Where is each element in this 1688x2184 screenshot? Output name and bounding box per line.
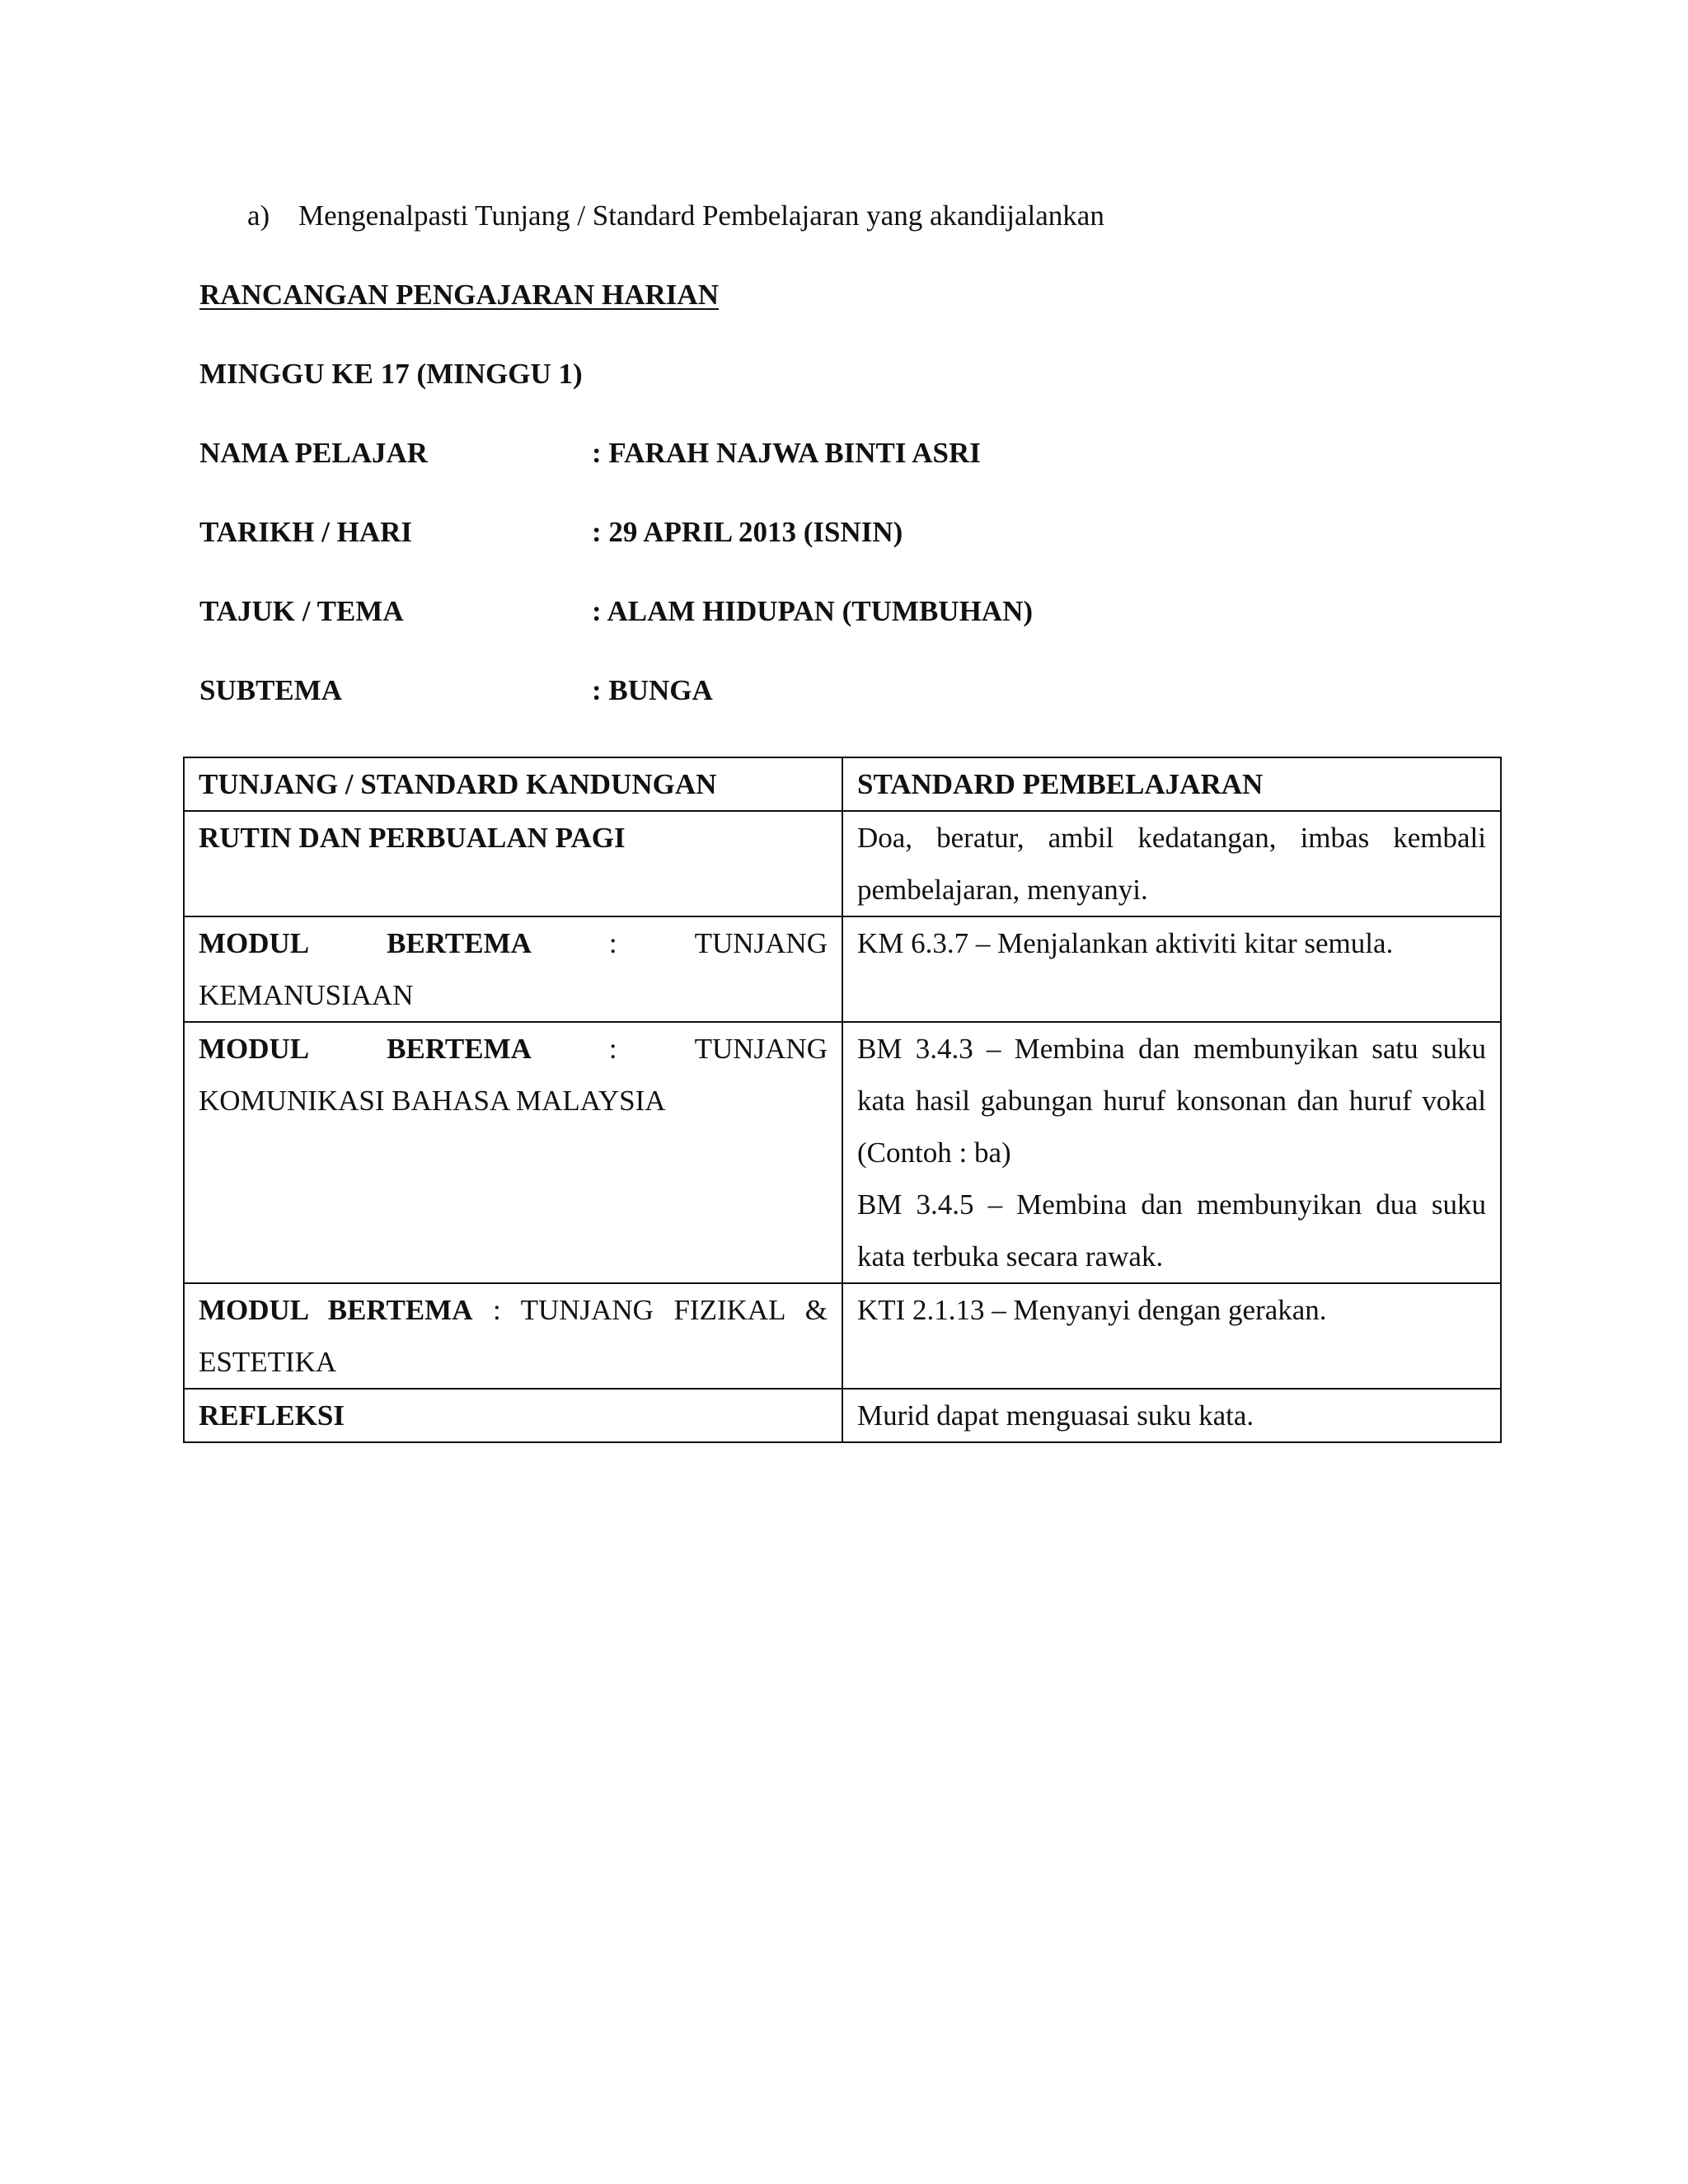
left-cell-rest: KEMANUSIAAN [199,979,414,1011]
document-title: RANCANGAN PENGAJARAN HARIAN [199,279,719,311]
right-cell-text: Doa, beratur, ambil kedatangan, imbas kembali pembelajaran, menyanyi. [857,822,1486,906]
row-right-cell [842,1389,1501,1442]
table-row [184,1389,1501,1442]
field-label: SUBTEMA [199,674,343,706]
field-label: TAJUK / TEMA [199,595,404,627]
right-cell-text: Murid dapat menguasai suku kata. [857,1399,1254,1432]
field-value: : ALAM HIDUPAN (TUMBUHAN) [592,595,1033,627]
week-heading: MINGGU KE 17 (MINGGU 1) [199,358,583,390]
row-right-cell [842,811,1501,916]
row-left-cell: REFLEKSI [184,1389,842,1442]
left-word: MODUL [199,1033,310,1065]
left-cell-rest: KOMUNIKASI BAHASA MALAYSIA [199,1085,666,1117]
left-word: TUNJANG [694,1033,828,1065]
left-word: MODUL [199,927,310,959]
left-cell-first-line [199,1023,828,1075]
row-left-cell [184,1283,842,1389]
left-word: TUNJANG [694,927,828,959]
row-right-cell [842,1022,1501,1283]
left-word: BERTEMA [387,927,532,959]
left-word: : [608,1033,617,1065]
table-row [184,1022,1501,1283]
list-marker: a) [247,199,270,232]
left-cell-first-line [199,917,828,969]
field-value: : BUNGA [592,674,713,706]
intro-line [247,198,1104,234]
row-right-cell [842,1283,1501,1389]
table-row [184,916,1501,1022]
table-row [184,811,1501,916]
left-bold-text: MODUL BERTEMA [199,1294,473,1326]
right-cell-text: KTI 2.1.13 – Menyanyi dengan gerakan. [857,1294,1327,1326]
field-value: : FARAH NAJWA BINTI ASRI [592,437,981,469]
intro-text: Mengenalpasti Tunjang / Standard Pembelajaran yang akandijalankan [298,199,1104,232]
field-label: TARIKH / HARI [199,516,412,548]
right-cell-text: BM 3.4.5 – Membina dan membunyikan dua suku kata terbuka secara rawak. [857,1188,1486,1272]
field-label: NAMA PELAJAR [199,437,429,469]
left-plain-text: : TUNJANG FIZIKAL & ESTETIKA [199,1294,828,1378]
row-left-cell: RUTIN DAN PERBUALAN PAGI [184,811,842,916]
table-row [184,1283,1501,1389]
right-cell-text: BM 3.4.3 – Membina dan membunyikan satu suku kata hasil gabungan huruf konsonan dan huruf vokal (Contoh : ba) [857,1033,1486,1169]
row-left-cell [184,916,842,1022]
left-word: : [608,927,617,959]
left-word: BERTEMA [387,1033,532,1065]
row-right-cell [842,916,1501,1022]
right-cell-text: KM 6.3.7 – Menjalankan aktiviti kitar semula. [857,927,1394,959]
row-left-cell [184,1022,842,1283]
field-value: : 29 APRIL 2013 (ISNIN) [592,516,903,548]
table-header-row [184,757,1501,811]
table-header-cell: TUNJANG / STANDARD KANDUNGAN [184,757,842,811]
lesson-plan-table [183,757,1502,1443]
table-header-cell: STANDARD PEMBELAJARAN [842,757,1501,811]
